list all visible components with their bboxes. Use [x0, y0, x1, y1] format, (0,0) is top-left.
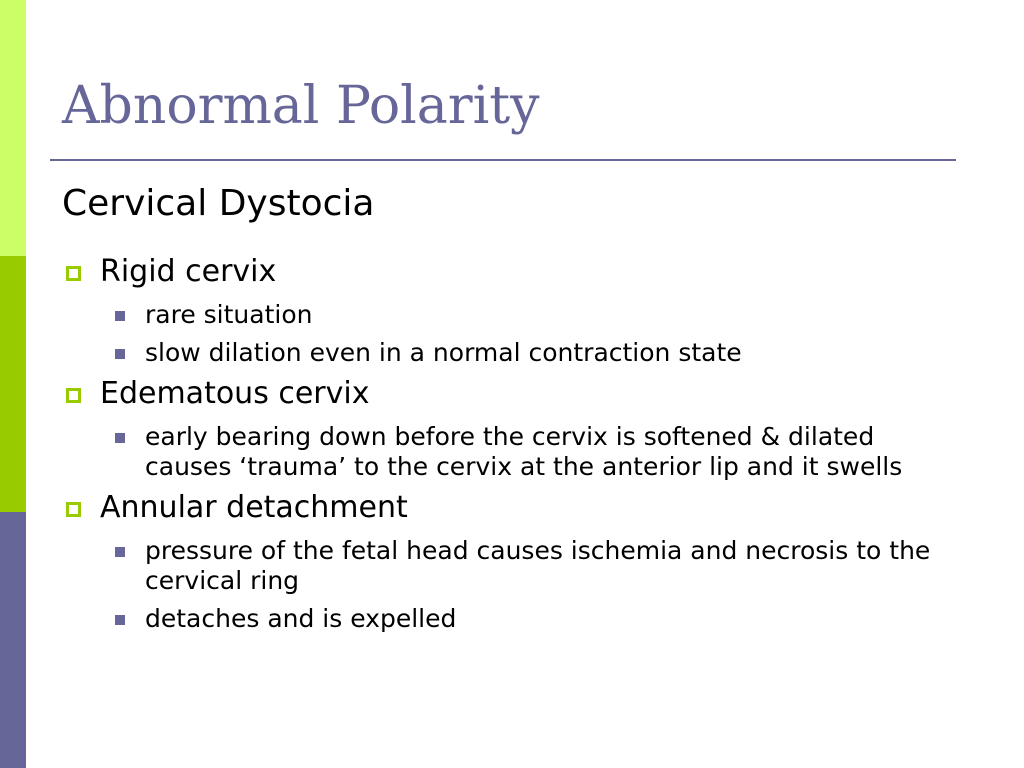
slide-subtitle: Cervical Dystocia	[62, 183, 375, 224]
sub-bullet-text: rare situation	[145, 300, 313, 329]
sub-bullet-item	[62, 422, 962, 482]
hollow-square-bullet-icon	[66, 266, 81, 281]
filled-square-bullet-icon	[115, 547, 125, 557]
side-strip-middle	[0, 256, 26, 512]
filled-square-bullet-icon	[115, 433, 125, 443]
sub-bullet-text: pressure of the fetal head causes ischemia and necrosis to the cervical ring	[145, 536, 931, 595]
filled-square-bullet-icon	[115, 615, 125, 625]
sub-bullet-text: early bearing down before the cervix is softened & dilated causes ‘trauma’ to the cervix at the anterior lip and it swells	[145, 422, 903, 481]
bullet-heading: Annular detachment	[100, 490, 408, 525]
bullet-content	[62, 252, 962, 634]
filled-square-bullet-icon	[115, 349, 125, 359]
bullet-heading: Edematous cervix	[100, 376, 370, 411]
sub-bullet-list	[62, 300, 962, 368]
filled-square-bullet-icon	[115, 311, 125, 321]
sub-bullet-list	[62, 422, 962, 482]
bullet-rigid-cervix	[62, 252, 962, 292]
side-strip-bottom	[0, 512, 26, 768]
bullet-heading: Rigid cervix	[100, 254, 277, 289]
bullet-edematous-cervix	[62, 374, 962, 414]
title-divider	[50, 159, 956, 161]
side-strip-top	[0, 0, 26, 256]
sub-bullet-item	[62, 604, 962, 634]
sub-bullet-item	[62, 338, 962, 368]
sub-bullet-item	[62, 300, 962, 330]
bullet-annular-detachment	[62, 488, 962, 528]
hollow-square-bullet-icon	[66, 388, 81, 403]
sub-bullet-text: detaches and is expelled	[145, 604, 457, 633]
hollow-square-bullet-icon	[66, 502, 81, 517]
sub-bullet-list	[62, 536, 962, 634]
sub-bullet-item	[62, 536, 962, 596]
slide-title: Abnormal Polarity	[62, 76, 540, 136]
sub-bullet-text: slow dilation even in a normal contraction state	[145, 338, 742, 367]
